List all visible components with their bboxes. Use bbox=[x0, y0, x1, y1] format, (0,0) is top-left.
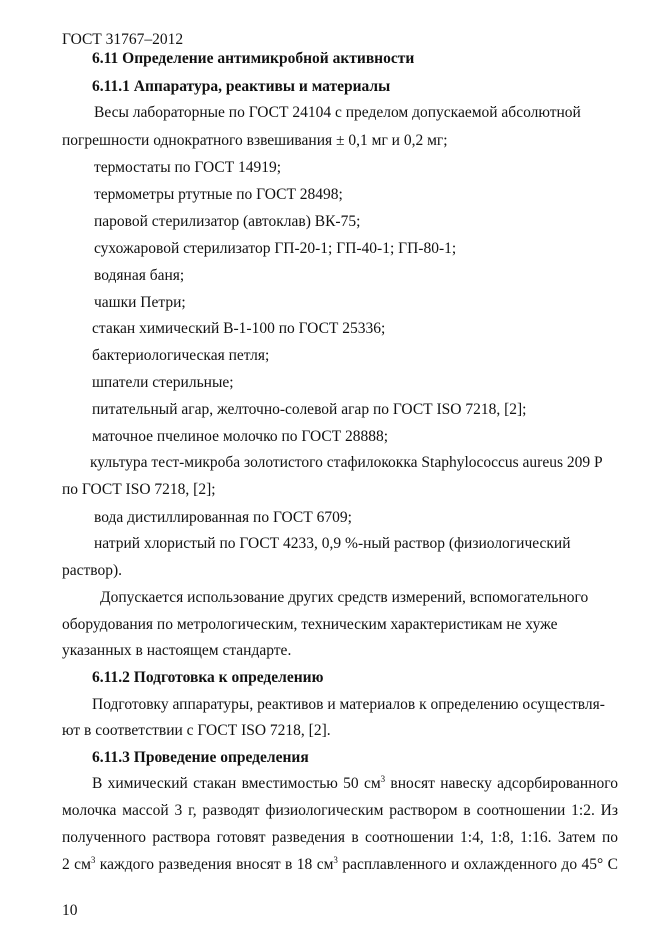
procedure-text-1b: вносят навеску адсорбированного bbox=[385, 775, 618, 792]
procedure-text-4c: расплавленного и охлажденного до 45° С bbox=[337, 856, 618, 873]
list-item: водяная баня; bbox=[94, 267, 185, 284]
procedure-line-2: молочка массой 3 г, разводят физиологическим раствором в соотношении 1:2. Из bbox=[62, 802, 618, 819]
culture-line-2: по ГОСТ ISO 7218, [2]; bbox=[62, 481, 216, 498]
note-line-2: оборудования по метрологическим, техническим характеристикам не хуже bbox=[62, 616, 558, 633]
section-6-11-heading: 6.11 Определение антимикробной активности bbox=[92, 50, 415, 67]
list-item: шпатели стерильные; bbox=[92, 374, 234, 391]
procedure-line-3: полученного раствора готовят разведения в соотношении 1:4, 1:8, 1:16. Затем по bbox=[62, 829, 618, 846]
intro-line-1: Весы лабораторные по ГОСТ 24104 с пределом допускаемой абсолютной bbox=[94, 104, 581, 121]
note-line-1: Допускается использование других средств измерений, вспомогательного bbox=[100, 589, 589, 606]
procedure-text-4b: каждого разведения вносят в 18 см bbox=[95, 856, 334, 873]
list-item: маточное пчелиное молочко по ГОСТ 28888; bbox=[92, 428, 389, 445]
prep-line-2: ют в соответствии с ГОСТ ISO 7218, [2]. bbox=[62, 722, 331, 739]
list-item: питательный агар, желточно-солевой агар по ГОСТ ISO 7218, [2]; bbox=[92, 401, 527, 418]
superscript-3: 3 bbox=[380, 774, 386, 784]
document-header: ГОСТ 31767–2012 bbox=[62, 31, 184, 48]
procedure-text-4a: 2 см bbox=[62, 856, 91, 873]
list-item: стакан химический В-1-100 по ГОСТ 25336; bbox=[92, 320, 386, 337]
list-item: сухожаровой стерилизатор ГП-20-1; ГП-40-1; ГП-80-1; bbox=[94, 240, 457, 257]
section-6-11-3-heading: 6.11.3 Проведение определения bbox=[92, 749, 309, 766]
intro-line-2: погрешности однократного взвешивания ± 0,1 мг и 0,2 мг; bbox=[62, 132, 448, 149]
procedure-text-1a: В химический стакан вместимостью 50 см bbox=[92, 775, 381, 792]
list-item: чашки Петри; bbox=[94, 294, 186, 311]
superscript-3: 3 bbox=[333, 855, 338, 865]
note-line-3: указанных в настоящем стандарте. bbox=[62, 642, 292, 659]
culture-line-1 bbox=[90, 453, 603, 473]
list-item: бактериологическая петля; bbox=[92, 347, 270, 364]
section-6-11-1-heading: 6.11.1 Аппаратура, реактивы и материалы bbox=[92, 78, 391, 95]
list-item: паровой стерилизатор (автоклав) ВК-75; bbox=[94, 213, 361, 230]
water-item: вода дистиллированная по ГОСТ 6709; bbox=[94, 509, 352, 526]
procedure-line-1 bbox=[92, 774, 618, 794]
superscript-3: 3 bbox=[90, 855, 96, 865]
culture-text: культура тест-микроба золотистого стафилококка Staphylococcus aureus 209 Р bbox=[90, 454, 603, 471]
saline-line-2: раствор). bbox=[62, 562, 123, 579]
list-item: термометры ртутные по ГОСТ 28498; bbox=[94, 186, 343, 203]
page-number: 10 bbox=[62, 902, 78, 919]
list-item: термостаты по ГОСТ 14919; bbox=[94, 159, 282, 176]
saline-line-1: натрий хлористый по ГОСТ 4233, 0,9 %-ный раствор (физиологический bbox=[94, 535, 571, 552]
procedure-line-4 bbox=[62, 855, 618, 875]
section-6-11-2-heading: 6.11.2 Подготовка к определению bbox=[92, 669, 324, 686]
prep-line-1: Подготовку аппаратуры, реактивов и материалов к определению осуществля- bbox=[92, 696, 605, 713]
